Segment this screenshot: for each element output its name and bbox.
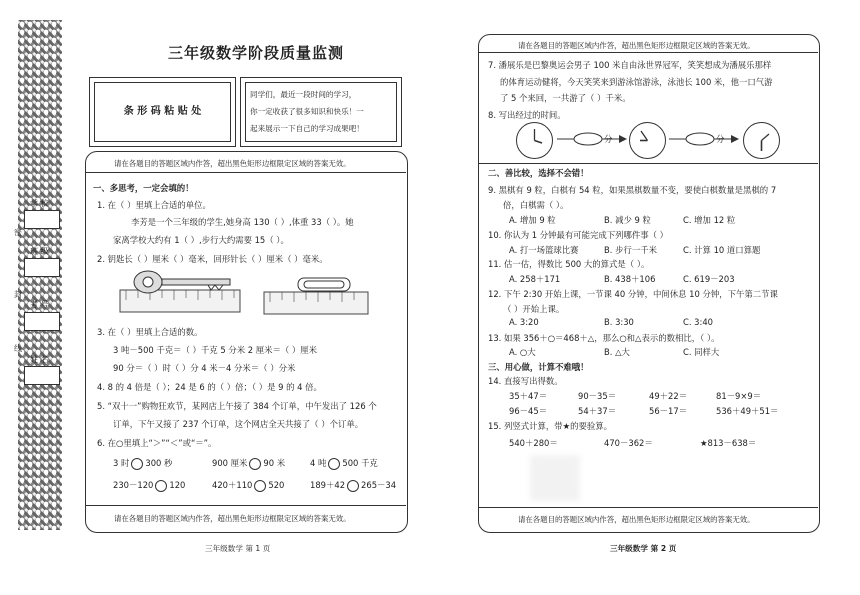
- question-1: 1. 在（ ）里填上合适的单位。: [97, 200, 211, 210]
- clock-icon: [629, 122, 666, 159]
- question-13: 13. 如果 356＋○＝468＋△，那么○和△表示的数相比，（ ）。: [488, 333, 720, 343]
- option-b[interactable]: B. 3:30: [604, 317, 634, 327]
- compare-circle[interactable]: [254, 480, 266, 492]
- question-3-row: 3 吨－500 千克＝（ ）千克 5 分米 2 厘米＝（ ）厘米: [113, 345, 318, 355]
- option-a[interactable]: A. ○大: [509, 347, 536, 357]
- compare-item: 3 时 300 秒: [113, 458, 173, 468]
- school-label: 学 校: [30, 199, 49, 208]
- compare-circle[interactable]: [347, 480, 359, 492]
- key-ruler-figure: [118, 268, 242, 316]
- mental-math-item: 56－17＝: [649, 406, 688, 416]
- mental-math-item: 536＋49＋51＝: [716, 406, 779, 416]
- question-4: 4. 8 的 4 倍是（ ）；24 是 6 的（ ）倍；（ ）是 9 的 4 倍。: [97, 382, 322, 392]
- question-9-cont: 倍，白棋需（ ）。: [503, 200, 569, 210]
- option-b[interactable]: B. 438＋106: [604, 274, 656, 284]
- exam-number-label: 考 号: [30, 300, 49, 309]
- compare-item: 900 厘米 90 米: [212, 458, 286, 468]
- option-c[interactable]: C. 619－203: [683, 274, 735, 284]
- compare-circle[interactable]: [249, 458, 261, 470]
- option-c[interactable]: C. 同样大: [683, 347, 720, 357]
- option-b[interactable]: B. △大: [604, 347, 630, 357]
- option-a[interactable]: A. 3:20: [509, 317, 539, 327]
- mental-math-item: 96－45＝: [509, 406, 548, 416]
- mental-math-item: 49＋22＝: [649, 391, 688, 401]
- seal-mark-xian: 线: [14, 344, 22, 353]
- divider: [479, 163, 818, 164]
- section-heading: 二、善比较，选择不会错！: [488, 168, 589, 178]
- question-8: 8. 写出经过的时间。: [488, 110, 566, 120]
- show-through-smudge: [530, 455, 580, 501]
- school-field[interactable]: [24, 210, 60, 229]
- question-3: 3. 在（ ）里填上合适的数。: [97, 327, 203, 337]
- greeting-line: 你一定收获了很多知识和快乐！一: [250, 107, 364, 116]
- barcode-label: 条 形 码 粘 贴 处: [94, 82, 231, 142]
- vertical-calc-item: ★813－638＝: [700, 438, 757, 448]
- compare-circle[interactable]: [328, 458, 340, 470]
- divider: [479, 507, 818, 508]
- option-c[interactable]: C. 3:40: [683, 317, 713, 327]
- section-heading: 一、多思考，一定会填的！: [93, 183, 194, 193]
- vertical-calc-item: 470－362＝: [604, 438, 653, 448]
- question-7-cont: 的体育运动健将，今天笑笑来到游泳馆游泳，泳池长 100 米，他一口气游: [500, 77, 773, 87]
- option-c[interactable]: C. 计算 10 道口算题: [683, 245, 761, 255]
- divider: [86, 505, 406, 506]
- question-12: 12. 下午 2:30 开始上课，一节课 40 分钟，中间休息 10 分钟，下午第二节课: [488, 289, 778, 299]
- option-a[interactable]: A. 增加 9 粒: [509, 215, 556, 225]
- question-1-text: 李芳是一个三年级的学生,她身高 130（ ）,体重 33（ ）。她: [131, 217, 354, 227]
- greeting-box: [240, 77, 402, 147]
- name-label: 姓 名: [30, 355, 49, 364]
- vertical-calc-item: 540＋280＝: [509, 438, 558, 448]
- notice-bottom: 请在各题目的答题区域内作答，超出黑色矩形边框限定区域的答案无效。: [518, 515, 755, 524]
- paperclip-ruler-figure: [262, 272, 370, 316]
- compare-item: 420＋110 520: [212, 480, 285, 490]
- divider: [479, 52, 818, 53]
- question-3-row: 90 分＝（ ）时（ ）分 4 米－4 分米＝（ ）分米: [113, 363, 296, 373]
- notice-top: 请在各题目的答题区域内作答，超出黑色矩形边框限定区域的答案无效。: [518, 41, 755, 50]
- compare-circle[interactable]: [155, 480, 167, 492]
- option-b[interactable]: B. 减少 9 粒: [604, 215, 651, 225]
- compare-item: 4 吨 500 千克: [310, 458, 378, 468]
- mental-math-item: 35＋47＝: [509, 391, 548, 401]
- question-12-cont: （ ）开始上课。: [503, 304, 565, 314]
- greeting-line: 起来展示一下自己的学习成果吧！: [250, 124, 364, 133]
- notice-bottom: 请在各题目的答题区域内作答，超出黑色矩形边框限定区域的答案无效。: [114, 514, 351, 523]
- arrow-icon: [667, 131, 741, 147]
- option-a[interactable]: A. 打一场篮球比赛: [509, 245, 579, 255]
- greeting-line: 同学们，最近一段时间的学习，: [250, 90, 357, 99]
- question-7-cont: 了 5 个来回，一共游了（ ）千米。: [500, 93, 631, 103]
- exam-number-field[interactable]: [24, 312, 60, 331]
- barcode-area: [89, 77, 236, 147]
- mental-math-item: 54＋37＝: [578, 406, 617, 416]
- mental-math-item: 81－9×9＝: [716, 391, 762, 401]
- seal-mark-mi: 密: [14, 228, 22, 237]
- question-11: 11. 估一估，得数比 500 大的算式是（ ）。: [488, 259, 650, 269]
- question-1-text: 家离学校大约有 1（ ）,步行大约需要 15（ ）。: [113, 235, 289, 245]
- section-heading: 三、用心做，计算不难哦！: [488, 362, 589, 372]
- seal-mark-feng: 封: [14, 290, 22, 299]
- compare-item: 230－120 120: [113, 480, 186, 490]
- question-9: 9. 黑棋有 9 粒，白棋有 54 粒，如果黑棋数量不变，要使白棋数量是黑棋的 7: [488, 185, 777, 195]
- elapsed-minutes-label: 分: [716, 134, 725, 144]
- elapsed-minutes-label: 分: [604, 134, 613, 144]
- question-14: 14. 直接写出得数。: [488, 376, 563, 386]
- question-5-cont: 订单，下午又接了 237 个订单，这个网店全天共接了（ ）个订单。: [113, 419, 364, 429]
- question-10: 10. 你认为 1 分钟最有可能完成下列哪件事（ ）: [488, 230, 669, 240]
- page-footer: 三年级数学 第 2 页: [610, 544, 677, 553]
- option-b[interactable]: B. 步行一千米: [604, 245, 657, 255]
- question-5: 5. “双十一”购物狂欢节，某网店上午接了 384 个订单，中午发出了 126 个: [97, 401, 377, 411]
- name-field[interactable]: [24, 366, 60, 385]
- arrow-icon: [555, 131, 629, 147]
- class-label: 班 级: [30, 247, 49, 256]
- question-15: 15. 列竖式计算，带★的要验算。: [488, 421, 612, 431]
- question-2: 2. 钥匙长（ ）厘米（ ）毫米，回形针长（ ）厘米（ ）毫米。: [97, 254, 328, 264]
- compare-item: 189＋42 265－34: [310, 480, 397, 490]
- question-6: 6. 在○里填上“＞”“＜”或“＝”。: [97, 438, 217, 448]
- notice-top: 请在各题目的答题区域内作答，超出黑色矩形边框限定区域的答案无效。: [114, 159, 351, 168]
- question-7: 7. 潘展乐是巴黎奥运会男子 100 米自由泳世界冠军，笑笑想成为潘展乐那样: [488, 60, 772, 70]
- page-title: 三年级数学阶段质量监测: [168, 44, 345, 62]
- compare-circle[interactable]: [131, 458, 143, 470]
- option-c[interactable]: C. 增加 12 粒: [683, 215, 736, 225]
- option-a[interactable]: A. 258＋171: [509, 274, 561, 284]
- divider: [86, 172, 406, 173]
- class-field[interactable]: [24, 258, 60, 277]
- clock-icon: [743, 122, 780, 159]
- mental-math-item: 90－35＝: [578, 391, 617, 401]
- page-footer: 三年级数学 第 1 页: [205, 544, 271, 553]
- clock-icon: [516, 122, 553, 159]
